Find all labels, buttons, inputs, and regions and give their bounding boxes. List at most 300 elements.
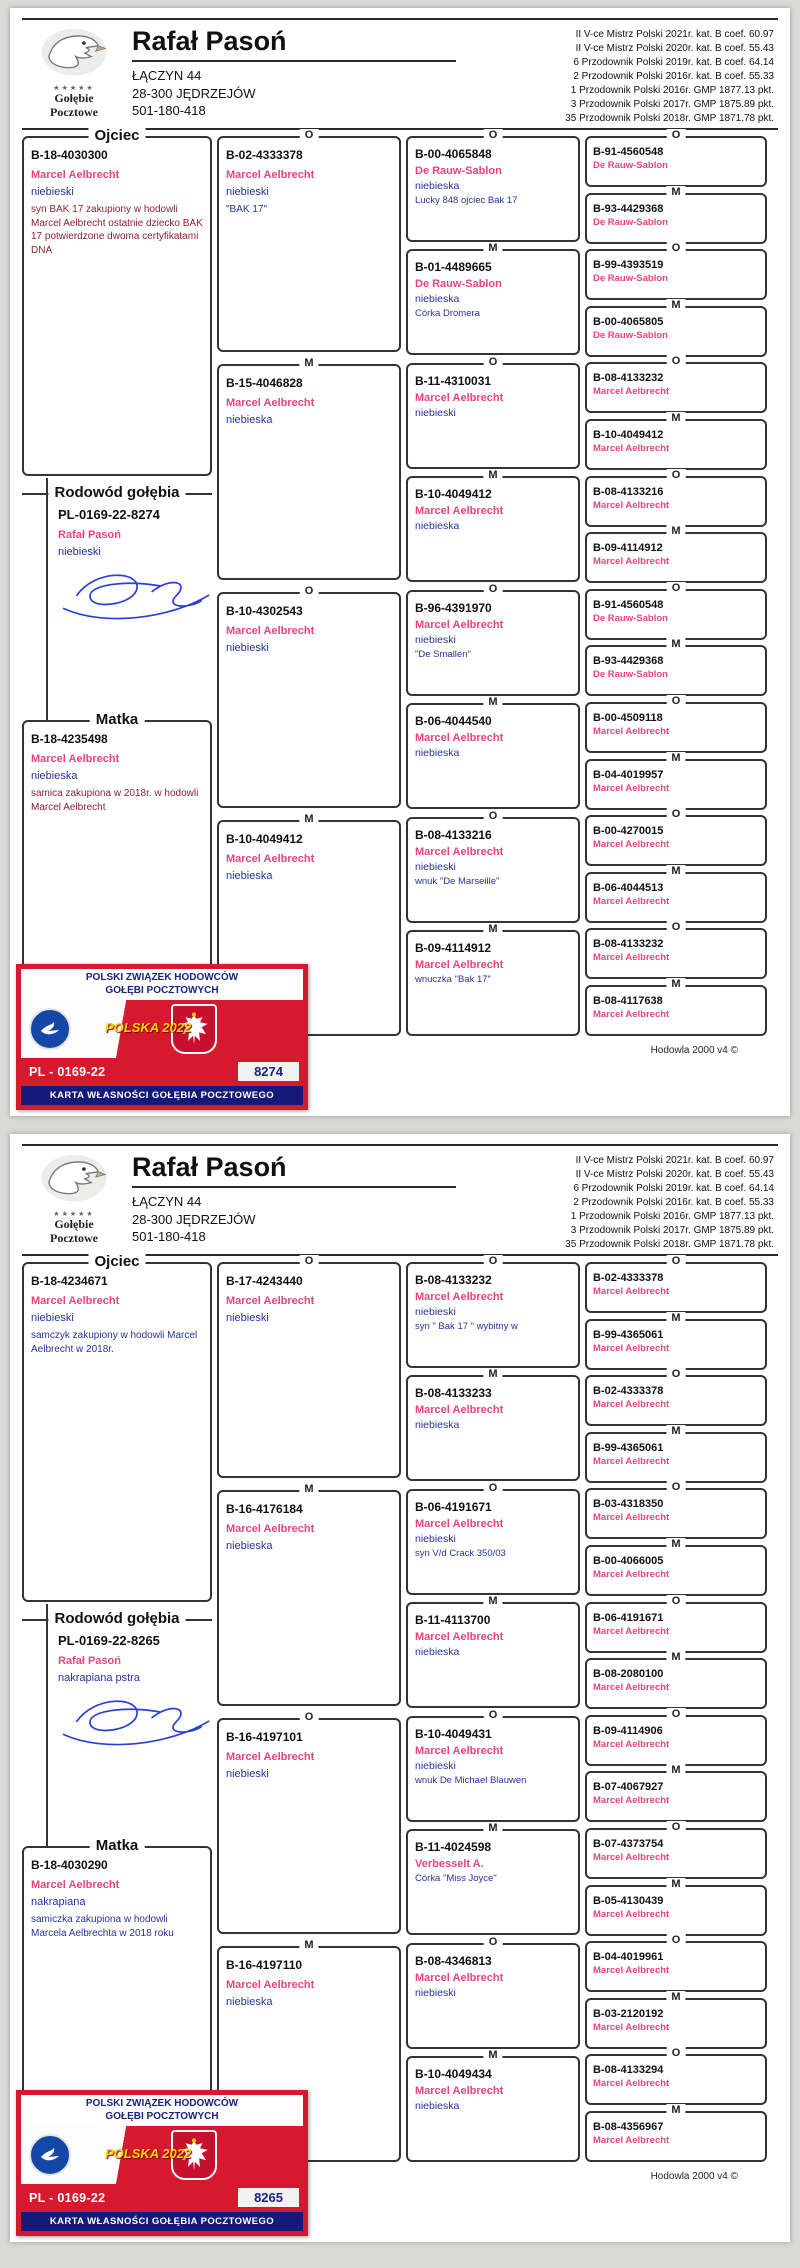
ring-number: B-99-4365061	[593, 1328, 664, 1341]
sex-marker: O	[667, 1934, 686, 1946]
ring-number: B-10-4049434	[415, 2066, 492, 2081]
sex-marker: O	[667, 355, 686, 367]
bird-owner-name: Rafał Pasoń	[58, 529, 121, 541]
polska-2022-label: POLSKA 2022	[105, 1020, 192, 1035]
ring-number: B-17-4243440	[226, 1274, 303, 1288]
generation-2-column	[217, 1255, 401, 2162]
ring-number: B-02-4333378	[593, 1272, 664, 1284]
bird-owner-name: Rafał Pasoń	[58, 1655, 121, 1667]
notes: syn BAK 17 zakupiony w hodowli Marcel Aelbrecht ostatnie dziecko BAK 17 potwierdzone dwoma certyfikatami DNA	[31, 204, 203, 256]
sex-marker: O	[667, 1708, 686, 1720]
ring-number: B-16-4176184	[226, 1502, 303, 1516]
ring-serial-number: 8265	[238, 2188, 299, 2207]
notes: syn " Bak 17 " wybitny w	[415, 1321, 518, 1332]
ring-serial-number: 8274	[238, 1062, 299, 1081]
stars-decoration: ★★★★★	[53, 85, 95, 92]
sex-marker: M	[666, 299, 685, 311]
bird-ring-number: PL-0169-22-8265	[58, 1633, 160, 1648]
pedigree-box-gen3	[406, 129, 580, 242]
notes: Córka Dromera	[415, 308, 480, 320]
pedigree-box-gen4	[585, 1707, 767, 1766]
breeder-name: Marcel Aelbrecht	[593, 1286, 670, 1297]
logo-caption-line2: Pocztowe	[50, 1230, 98, 1245]
pedigree-box-gen4	[585, 864, 767, 923]
stars-decoration: ★★★★★	[53, 1211, 95, 1218]
achievement-line: 6 Przodownik Polski 2019r. kat. B coef. 64.14	[573, 1183, 774, 1194]
ring-number: B-01-4489665	[415, 260, 492, 275]
ring-id-row	[21, 1062, 303, 1081]
generation-1-column	[22, 1253, 212, 2162]
address-line-2: 28-300 JĘDRZEJÓW	[132, 1211, 256, 1227]
breeder-name: Marcel Aelbrecht	[226, 1523, 315, 1535]
eagle-logo-icon	[35, 26, 113, 80]
sex-marker: O	[667, 469, 686, 481]
generation-4-column	[585, 129, 767, 1036]
sex-marker: O	[667, 2047, 686, 2059]
breeder-name: Marcel Aelbrecht	[593, 725, 670, 737]
ring-number: B-08-4133216	[415, 827, 492, 842]
breeder-name: Marcel Aelbrecht	[593, 442, 670, 454]
ring-number: B-06-4191671	[415, 1499, 492, 1514]
polska-2022-label: POLSKA 2022	[105, 2146, 192, 2161]
color-description: niebieski	[226, 642, 269, 654]
sex-marker: O	[667, 582, 686, 594]
breeder-name: Marcel Aelbrecht	[593, 2134, 670, 2146]
pedigree-box-gen4	[585, 2103, 767, 2162]
ring-number: B-03-2120192	[593, 2007, 664, 2020]
ring-number: B-08-4133232	[593, 372, 664, 385]
sex-marker: O	[484, 1936, 503, 1948]
color-description: niebieska	[31, 770, 78, 782]
sex-marker: O	[484, 810, 503, 822]
address-line-2: 28-300 JĘDRZEJÓW	[132, 85, 256, 101]
breeder-name: Marcel Aelbrecht	[226, 1979, 315, 1991]
sex-marker: O	[667, 1481, 686, 1493]
federation-name: POLSKI ZWIĄZEK HODOWCÓW GOŁĘBI POCZTOWYCH	[21, 2095, 303, 2126]
ring-number: B-00-4065848	[415, 147, 492, 161]
pedigree-box-gen3	[406, 809, 580, 923]
color-description: niebieski	[31, 1312, 74, 1324]
pedigree-box-gen4	[585, 1311, 767, 1370]
breeder-name: Marcel Aelbrecht	[593, 1908, 670, 1920]
color-description: niebieska	[415, 180, 460, 192]
ring-number: B-04-4019957	[593, 768, 664, 781]
color-description: niebieska	[415, 747, 460, 760]
card-header	[22, 1144, 778, 1256]
ownership-card-badge	[16, 964, 308, 1110]
breeder-name: Marcel Aelbrecht	[593, 1455, 670, 1467]
ring-number: B-15-4046828	[226, 376, 303, 390]
phone-number: 501-180-418	[132, 103, 206, 119]
breeder-name: Marcel Aelbrecht	[415, 391, 504, 404]
ring-number: B-99-4365061	[593, 1441, 664, 1454]
breeder-name: Marcel Aelbrecht	[415, 1517, 504, 1530]
breeder-name: Marcel Aelbrecht	[593, 1625, 670, 1637]
pedigree-box-gen4	[585, 2047, 767, 2105]
sex-marker: M	[666, 1991, 685, 2003]
ring-number: B-11-4310031	[415, 373, 492, 388]
pedigree-box-gen3	[406, 469, 580, 582]
ring-id-row	[21, 2188, 303, 2207]
pedigree-box-gen4	[585, 185, 767, 244]
father-label: Ojciec	[88, 127, 145, 144]
breeder-name: Marcel Aelbrecht	[226, 1751, 315, 1763]
ring-prefix: PL - 0169-22	[29, 1064, 106, 1079]
father-label: Ojciec	[88, 1253, 145, 1270]
breeder-name: De Rauw-Sablon	[593, 273, 668, 285]
breeder-name: Marcel Aelbrecht	[31, 169, 120, 181]
breeder-full-name: Rafał Pasoń	[132, 26, 456, 62]
ring-number: B-08-4346813	[415, 1953, 492, 1968]
notes: Lucky 848 ojciec Bak 17	[415, 195, 518, 206]
notes: samczyk zakupiony w hodowli Marcel Aelbrecht w 2018r.	[31, 1330, 198, 1355]
sex-marker: M	[666, 1651, 685, 1663]
sex-marker: O	[300, 129, 319, 141]
breeder-name: Marcel Aelbrecht	[415, 732, 504, 745]
sex-marker: M	[483, 469, 502, 481]
breeder-name: Marcel Aelbrecht	[415, 1971, 504, 1984]
ring-number: B-09-4114906	[593, 1724, 663, 1737]
pedigree-box-gen4	[585, 129, 767, 187]
sex-marker: O	[484, 1255, 503, 1267]
achievement-line: 35 Przodownik Polski 2018r. GMP 1871.78 pkt.	[565, 1239, 774, 1250]
sex-marker: M	[483, 923, 502, 935]
notes: "De Smallen"	[415, 648, 471, 660]
achievement-line: 1 Przodownik Polski 2016r. GMP 1877.13 pkt.	[570, 85, 774, 96]
color-description: niebieski	[415, 406, 456, 419]
ring-number: B-08-4133233	[415, 1386, 492, 1401]
ring-number: B-11-4024598	[415, 1840, 492, 1855]
pedigree-box-gen4	[585, 1481, 767, 1539]
breeder-name: Marcel Aelbrecht	[593, 1568, 670, 1580]
notes: wnuczka "Bak 17"	[415, 973, 491, 985]
owner-signature	[58, 1693, 218, 1759]
phone-number: 501-180-418	[132, 1229, 206, 1245]
ring-number: B-07-4067927	[593, 1781, 664, 1794]
ring-number: B-16-4197101	[226, 1730, 303, 1744]
father-box	[22, 1253, 212, 1602]
breeder-name: Marcel Aelbrecht	[593, 952, 670, 964]
breeder-name: Marcel Aelbrecht	[415, 958, 504, 971]
ring-number: B-00-4065805	[593, 315, 664, 328]
ring-number: B-07-4373754	[593, 1837, 664, 1850]
achievements-list	[456, 1152, 774, 1252]
color-description: niebieski	[31, 186, 74, 198]
ring-number: B-08-4133294	[593, 2064, 664, 2077]
breeder-name: Marcel Aelbrecht	[226, 1295, 315, 1307]
pedigree-box-gen4	[585, 1424, 767, 1483]
ring-number: B-08-2080100	[593, 1668, 664, 1681]
sex-marker: O	[484, 583, 503, 595]
pedigree-box-gen3	[406, 242, 580, 355]
ring-number: B-08-4117638	[593, 994, 663, 1007]
pedigree-box-gen4	[585, 977, 767, 1036]
breeder-name: Marcel Aelbrecht	[593, 1399, 670, 1411]
color-description: niebieska	[415, 293, 460, 306]
pedigree-box-gen3	[406, 582, 580, 696]
ring-number: B-91-4560548	[593, 598, 664, 611]
ring-number: B-10-4049412	[593, 428, 664, 441]
sex-marker: M	[666, 638, 685, 650]
pedigree-tree	[22, 1253, 778, 2162]
ring-number: B-93-4429368	[593, 655, 664, 668]
ring-number: B-10-4049412	[415, 487, 492, 502]
ring-number: B-96-4391970	[415, 600, 492, 615]
ring-number: B-02-4333378	[593, 1385, 664, 1398]
logo-caption-line2: Pocztowe	[50, 104, 98, 119]
ring-number: B-04-4019961	[593, 1951, 664, 1964]
ownership-card-badge	[16, 2090, 308, 2236]
badge-middle	[21, 1000, 303, 1058]
achievement-line: 3 Przodownik Polski 2017r. GMP 1875.89 pkt.	[570, 99, 774, 110]
achievement-line: 2 Przodownik Polski 2016r. kat. B coef. 55.33	[573, 71, 774, 82]
sex-marker: M	[483, 696, 502, 708]
pedigree-tree	[22, 127, 778, 1036]
club-logo	[26, 26, 122, 120]
breeder-name: Marcel Aelbrecht	[415, 505, 504, 518]
pedigree-box-gen3	[406, 1368, 580, 1481]
notes: "BAK 17"	[226, 204, 268, 215]
pedigree-box-gen3	[406, 2048, 580, 2162]
breeder-name: Marcel Aelbrecht	[415, 618, 504, 631]
pedigree-box-gen4	[585, 751, 767, 810]
notes: samiczka zakupiona w hodowli Marcela Aelbrechta w 2018 roku	[31, 1914, 174, 1939]
sex-marker: O	[667, 1368, 686, 1380]
pedigree-box-gen4	[585, 1537, 767, 1596]
pedigree-box-gen4	[585, 1255, 767, 1313]
pedigree-box-gen3	[406, 1708, 580, 1822]
software-credit: Hodowla 2000 v4 ©	[650, 1045, 738, 1056]
ring-number: B-09-4114912	[415, 940, 492, 955]
color-description: niebieski	[415, 1532, 456, 1545]
generation-4-column	[585, 1255, 767, 2162]
breeder-name: Marcel Aelbrecht	[226, 853, 315, 865]
card-header	[22, 18, 778, 130]
breeder-name: De Rauw-Sablon	[593, 216, 668, 228]
achievement-line: II V-ce Mistrz Polski 2021r. kat. B coef. 60.97	[575, 1155, 774, 1166]
sex-marker: O	[484, 129, 503, 141]
breeder-name: Marcel Aelbrecht	[593, 386, 670, 398]
address-line-1: ŁĄCZYN 44	[132, 1194, 202, 1209]
breeder-name: Marcel Aelbrecht	[593, 1008, 670, 1020]
mother-label: Matka	[90, 1837, 145, 1854]
sex-marker: M	[299, 1939, 318, 1951]
notes: syn V/d Crack 350/03	[415, 1547, 506, 1559]
sex-marker: M	[666, 978, 685, 990]
breeder-name: De Rauw-Sablon	[415, 165, 502, 177]
achievement-line: 3 Przodownik Polski 2017r. GMP 1875.89 pkt.	[570, 1225, 774, 1236]
ring-number: B-93-4429368	[593, 202, 664, 215]
sex-marker: O	[300, 585, 319, 597]
sex-marker: M	[666, 1538, 685, 1550]
ring-number: B-11-4113700	[415, 1613, 491, 1628]
software-credit: Hodowla 2000 v4 ©	[650, 2171, 738, 2182]
breeder-name: Marcel Aelbrecht	[593, 839, 670, 851]
pedigree-box-gen4	[585, 525, 767, 583]
notes: samica zakupiona w 2018r. w hodowli Marcel Aelbrecht	[31, 788, 199, 813]
ring-number: B-08-4133232	[415, 1273, 492, 1287]
achievement-line: 2 Przodownik Polski 2016r. kat. B coef. 55.33	[573, 1197, 774, 1208]
breeder-name: Marcel Aelbrecht	[593, 782, 670, 794]
ring-number: B-18-4030290	[31, 1858, 108, 1872]
achievement-line: II V-ce Mistrz Polski 2020r. kat. B coef. 55.43	[575, 1169, 774, 1180]
pedigree-box-gen4	[585, 1764, 767, 1822]
sex-marker: O	[667, 1595, 686, 1607]
sex-marker: O	[667, 695, 686, 707]
generation-2-column	[217, 129, 401, 1036]
breeder-name: Marcel Aelbrecht	[593, 499, 670, 511]
notes: wnuk De Michael Blauwen	[415, 1774, 527, 1786]
pedigree-box-gen2	[217, 1711, 401, 1934]
breeder-name: De Rauw-Sablon	[593, 329, 668, 341]
sex-marker: O	[300, 1711, 319, 1723]
ring-number: B-08-4133216	[593, 485, 664, 498]
sex-marker: O	[667, 921, 686, 933]
sex-marker: M	[666, 1312, 685, 1324]
pedigree-box-gen4	[585, 1594, 767, 1653]
breeder-name: De Rauw-Sablon	[415, 278, 502, 291]
pedigree-box-gen4	[585, 355, 767, 413]
sex-marker: M	[666, 752, 685, 764]
pedigree-box-gen4	[585, 1877, 767, 1936]
bird-color: niebieski	[58, 546, 101, 558]
breeder-name: Marcel Aelbrecht	[593, 1851, 670, 1863]
federation-name: POLSKI ZWIĄZEK HODOWCÓW GOŁĘBI POCZTOWYCH	[21, 969, 303, 1000]
pedigree-box-gen4	[585, 242, 767, 300]
sex-marker: M	[666, 1878, 685, 1890]
club-logo	[26, 1152, 122, 1246]
achievement-line: 35 Przodownik Polski 2018r. GMP 1871.78 pkt.	[565, 113, 774, 124]
logo-caption-line1: Gołębie	[54, 91, 94, 105]
breeder-name: Marcel Aelbrecht	[593, 1795, 670, 1807]
generation-3-column	[406, 129, 580, 1036]
color-description: niebieska	[226, 414, 273, 426]
pedigree-box-gen4	[585, 468, 767, 527]
sex-marker: O	[667, 1255, 686, 1267]
ring-number: B-99-4393519	[593, 259, 664, 272]
achievement-line: 1 Przodownik Polski 2016r. GMP 1877.13 pkt.	[570, 1211, 774, 1222]
father-box	[22, 127, 212, 476]
generation-1-column	[22, 127, 212, 1036]
achievement-line: 6 Przodownik Polski 2019r. kat. B coef. 64.14	[573, 57, 774, 68]
sex-marker: M	[666, 1764, 685, 1776]
breeder-name: Verbesselt A.	[415, 1858, 484, 1871]
sex-marker: O	[300, 1255, 319, 1267]
sex-marker: M	[299, 1483, 318, 1495]
color-description: niebieski	[415, 860, 456, 873]
ring-number: B-08-4356967	[593, 2120, 664, 2133]
color-description: niebieska	[226, 1540, 273, 1552]
breeder-name: Marcel Aelbrecht	[593, 1965, 670, 1977]
pedigree-box-gen4	[585, 1820, 767, 1879]
pedigree-box-gen4	[585, 1934, 767, 1992]
pedigree-box-gen2	[217, 129, 401, 352]
breeder-name: Marcel Aelbrecht	[593, 1682, 670, 1694]
ring-number: B-18-4235498	[31, 732, 108, 746]
pedigree-box-gen3	[406, 355, 580, 469]
pedigree-box-gen4	[585, 298, 767, 357]
ring-number: B-00-4270015	[593, 825, 664, 838]
ring-number: B-18-4234671	[31, 1274, 108, 1288]
ownership-card-title: KARTA WŁASNOŚCI GOŁĘBIA POCZTOWEGO	[21, 2212, 303, 2231]
color-description: niebieska	[226, 1996, 273, 2008]
ring-number: B-10-4049412	[226, 832, 303, 846]
sex-marker: M	[483, 1595, 502, 1607]
ring-number: B-08-4133232	[593, 938, 664, 951]
pedigree-box-gen3	[406, 1822, 580, 1935]
color-description: niebieski	[226, 1768, 269, 1780]
ring-number: B-00-4066005	[593, 1554, 664, 1567]
color-description: nakrapiana	[31, 1896, 86, 1908]
sex-marker: M	[483, 1822, 502, 1834]
pedigree-bird-section	[22, 1610, 212, 1829]
bird-ring-number: PL-0169-22-8274	[58, 507, 160, 522]
ring-number: B-06-4044540	[415, 714, 492, 729]
pedigree-card-1	[10, 8, 790, 1116]
achievements-list	[456, 26, 774, 126]
pedigree-box-gen3	[406, 922, 580, 1036]
pedigree-box-gen4	[585, 581, 767, 640]
ring-number: B-06-4191671	[593, 1611, 664, 1624]
pedigree-box-gen4	[585, 921, 767, 979]
pedigree-box-gen4	[585, 808, 767, 866]
sex-marker: M	[483, 242, 502, 254]
pedigree-box-gen2	[217, 1255, 401, 1478]
mother-label: Matka	[90, 711, 145, 728]
sex-marker: O	[484, 1709, 503, 1721]
pedigree-box-gen3	[406, 1481, 580, 1595]
address-line-1: ŁĄCZYN 44	[132, 68, 202, 83]
pedigree-box-gen3	[406, 1595, 580, 1708]
color-description: niebieski	[415, 633, 456, 646]
color-description: niebieska	[415, 2099, 460, 2112]
pedigree-box-gen4	[585, 411, 767, 470]
sex-marker: M	[666, 2104, 685, 2116]
ownership-card-title: KARTA WŁASNOŚCI GOŁĘBIA POCZTOWEGO	[21, 1086, 303, 1105]
sex-marker: O	[484, 1482, 503, 1494]
ring-number: B-00-4509118	[593, 711, 663, 724]
ring-number: B-03-4318350	[593, 1498, 664, 1511]
pedigree-box-gen4	[585, 638, 767, 696]
breeder-name: Marcel Aelbrecht	[226, 625, 315, 637]
sex-marker: M	[666, 1425, 685, 1437]
pedigree-box-gen2	[217, 357, 401, 580]
color-description: niebieski	[415, 1306, 456, 1318]
bird-color: nakrapiana pstra	[58, 1672, 140, 1684]
breeder-name: Marcel Aelbrecht	[593, 2078, 670, 2090]
pedigree-box-gen4	[585, 1368, 767, 1426]
pedigree-box-gen3	[406, 1935, 580, 2049]
breeder-name: Marcel Aelbrecht	[415, 845, 504, 858]
logo-caption-line1: Gołębie	[54, 1217, 94, 1231]
breeder-name: Marcel Aelbrecht	[593, 1342, 670, 1354]
pedigree-box-gen2	[217, 585, 401, 808]
pedigree-box-gen3	[406, 1255, 580, 1368]
sex-marker: O	[667, 1821, 686, 1833]
sex-marker: O	[484, 356, 503, 368]
sex-marker: M	[483, 2049, 502, 2061]
ring-number: B-05-4130439	[593, 1894, 664, 1907]
sex-marker: M	[483, 1368, 502, 1380]
color-description: niebieska	[415, 520, 460, 533]
breeder-name: Marcel Aelbrecht	[31, 1295, 120, 1307]
color-description: niebieska	[415, 1419, 460, 1432]
sex-marker: M	[666, 186, 685, 198]
pzhgp-logo-icon	[29, 2134, 71, 2176]
breeder-name: Marcel Aelbrecht	[415, 1404, 504, 1417]
breeder-name: Marcel Aelbrecht	[226, 169, 315, 181]
color-description: niebieski	[226, 186, 269, 198]
